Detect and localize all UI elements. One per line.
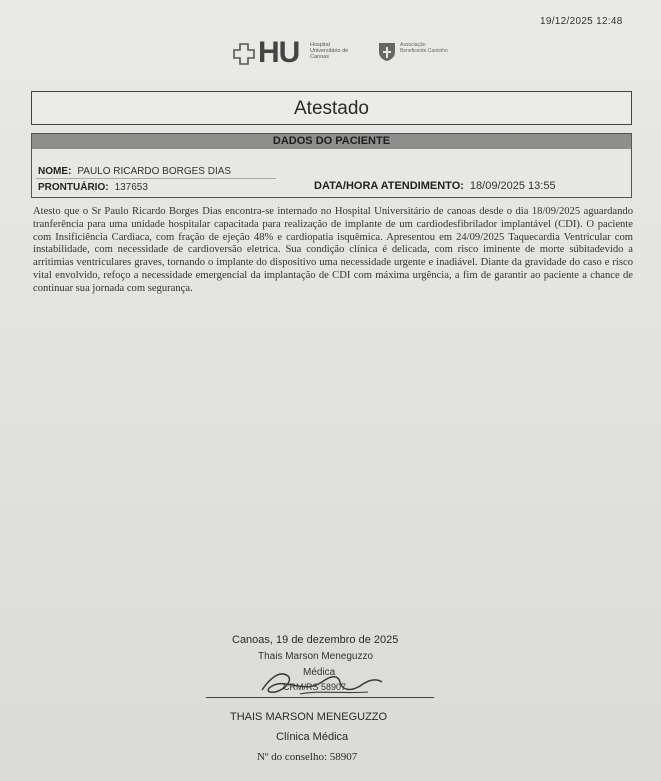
- doctor-name: THAIS MARSON MENEGUZZO: [230, 711, 388, 723]
- association-logo-text: Associação Beneficente Caminho: [400, 42, 448, 54]
- patient-record-value: 137653: [114, 182, 148, 193]
- hospital-logo: [232, 36, 350, 70]
- logo-hu-text: HU: [258, 36, 300, 69]
- place-date: Canoas, 19 de dezembro de 2025: [232, 634, 399, 646]
- signature-line: [206, 697, 434, 698]
- logo-hu-subtitle: Hospital Universitário de Canoas: [310, 42, 349, 60]
- print-timestamp: 19/12/2025 12:48: [540, 16, 623, 27]
- association-logo: [378, 40, 458, 66]
- document-title: Atestado: [294, 98, 369, 119]
- doctor-specialty: Clínica Médica: [276, 731, 349, 743]
- council-number: Nº do conselho: 58907: [257, 751, 358, 763]
- patient-data-section: [31, 133, 632, 198]
- patient-name-row: [38, 166, 231, 177]
- name-underline: [36, 178, 276, 179]
- certificate-body-text: Atesto que o Sr Paulo Ricardo Borges Dias encontra-se internado no Hospital Universitário de canoas desde o dia 18/09/2025 aguardando tranferência para uma unidade hospitalar capacitada para realização de implante de um cardiodesfibrilador implantável (CDI). O paciente com Insificiência Cardiaca, com fração de ejeção 48% e cardiopatia isquêmica. Apresentou em 24/09/2025 Taquecardia Ventricular com instabilidade, com necessidade de cardioversão eletrica. Sua condição clínica é delicada, com risco iminente de morte súbitadevido a arritimias ventriculares graves, tornando o implante do dispositivo uma necessidade urgente e inadiável. Diante da gravidade do caso e risco vital envolvido, refoço a necessidade emergencial da implantação de CDI com máxima urgência, a fim de garantir ao paciente a chance de continuar sua jornada com segurança.: [33, 206, 633, 294]
- stamp-crm-number: CRM/RS 58907: [283, 682, 347, 692]
- attendance-datetime-row: [314, 180, 556, 192]
- attendance-datetime-label: DATA/HORA ATENDIMENTO:: [314, 180, 464, 192]
- stamp-doctor-name: Thais Marson Meneguzzo: [258, 651, 374, 662]
- medical-cross-icon: [232, 42, 256, 66]
- handwritten-signature: [240, 660, 390, 702]
- shield-icon: [378, 42, 396, 62]
- title-box: [31, 91, 632, 125]
- patient-section-header: DADOS DO PACIENTE: [32, 134, 631, 149]
- patient-record-row: [38, 182, 148, 193]
- patient-name-label: NOME:: [38, 166, 72, 177]
- stamp-doctor-role: Médica: [303, 667, 336, 678]
- patient-record-label: PRONTUÁRIO:: [38, 182, 109, 193]
- attendance-datetime-value: 18/09/2025 13:55: [469, 180, 556, 192]
- patient-name-value: PAULO RICARDO BORGES DIAS: [77, 166, 232, 177]
